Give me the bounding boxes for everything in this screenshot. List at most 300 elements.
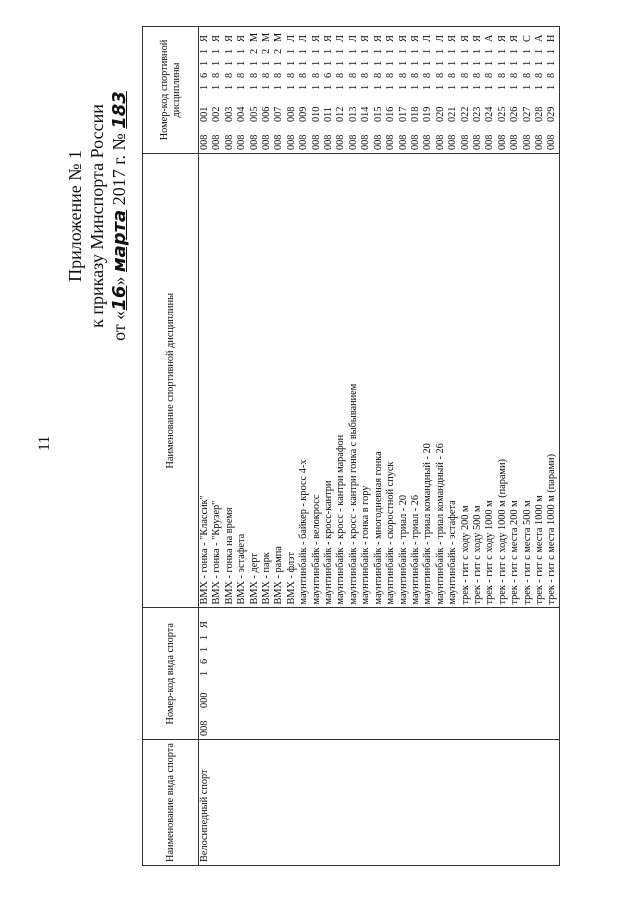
code-part: Я — [471, 35, 483, 43]
code-part: 011 — [323, 106, 335, 123]
code-part: 025 — [496, 106, 508, 123]
code-part: 008 — [273, 134, 285, 151]
discipline-name-cell: маунтинбайк - многодневная гонка — [373, 154, 385, 608]
discipline-name-cell: маунтинбайк - триал командный - 26 — [435, 154, 447, 608]
code-part: 1 — [223, 60, 235, 67]
discipline-code-cell — [249, 27, 261, 154]
discipline-name-cell: BMX - эстафета — [236, 154, 248, 608]
code-part: 8 — [397, 72, 409, 79]
code-part: 8 — [546, 72, 558, 79]
code-part: 1 — [409, 84, 421, 91]
table-row — [497, 27, 509, 866]
code-part: Я — [323, 35, 335, 43]
empty-cell — [224, 608, 236, 739]
code-part: 1 — [533, 84, 545, 91]
empty-cell — [273, 608, 285, 739]
table-row — [398, 27, 410, 866]
code-part: 1 — [261, 60, 273, 67]
code-part: 008 — [285, 134, 297, 151]
discipline-name-cell: трек - гит с места 1000 м (парами) — [546, 154, 559, 608]
code-part: 012 — [335, 106, 347, 123]
code-part: 008 — [422, 134, 434, 151]
code-part: 1 — [496, 48, 508, 55]
code-part: 008 — [323, 134, 335, 151]
empty-cell — [249, 608, 261, 739]
code-part: Я — [199, 35, 210, 43]
empty-cell — [335, 739, 347, 865]
code-part: 8 — [422, 72, 434, 79]
code-part: 8 — [273, 72, 285, 79]
code-part: 1 — [236, 84, 248, 91]
empty-cell — [261, 739, 273, 865]
empty-cell — [348, 739, 360, 865]
code-part: 8 — [409, 72, 421, 79]
code-part: 8 — [372, 72, 384, 79]
code-part: 007 — [273, 106, 285, 123]
code-part: 008 — [546, 134, 558, 151]
code-part: 8 — [471, 72, 483, 79]
code-part: 8 — [223, 72, 235, 79]
discipline-code-cell — [472, 27, 484, 154]
code-part: 1 — [323, 48, 335, 55]
empty-cell — [509, 739, 521, 865]
code-part: 008 — [471, 134, 483, 151]
code-part: 002 — [211, 106, 223, 123]
code-part: 1 — [409, 48, 421, 55]
code-part: 1 — [385, 84, 397, 91]
empty-cell — [447, 739, 459, 865]
code-part: 1 — [347, 60, 359, 67]
code-part: 1 — [236, 60, 248, 67]
code-part: 1 — [471, 84, 483, 91]
empty-cell — [546, 608, 559, 739]
table-row — [273, 27, 285, 866]
empty-cell — [335, 608, 347, 739]
discipline-name-cell: трек - гит с места 500 м — [522, 154, 534, 608]
code-part: 1 — [310, 48, 322, 55]
code-part: Я — [385, 35, 397, 43]
code-part: 013 — [347, 106, 359, 123]
table-row — [447, 27, 459, 866]
table-row — [410, 27, 422, 866]
discipline-code-cell — [447, 27, 459, 154]
code-part: 015 — [372, 106, 384, 123]
empty-cell — [298, 739, 310, 865]
code-part: 8 — [521, 72, 533, 79]
empty-cell — [422, 739, 434, 865]
code-part: 008 — [409, 134, 421, 151]
discipline-name-cell: BMX - гонка на время — [224, 154, 236, 608]
code-part: 1 — [397, 60, 409, 67]
discipline-name-cell: трек - гит с ходу 1000 м — [484, 154, 496, 608]
table-row — [199, 27, 212, 866]
code-part: 8 — [298, 72, 310, 79]
empty-cell — [472, 608, 484, 739]
code-part: 005 — [248, 106, 260, 123]
code-part: 008 — [372, 134, 384, 151]
code-part: 1 — [199, 670, 210, 676]
code-part: 008 — [533, 134, 545, 151]
order-day: 16 — [109, 285, 130, 311]
discipline-code-cell — [522, 27, 534, 154]
empty-cell — [261, 608, 273, 739]
code-part: 8 — [385, 72, 397, 79]
code-part: 1 — [496, 60, 508, 67]
code-part: 1 — [409, 60, 421, 67]
code-part: 8 — [236, 72, 248, 79]
discipline-code-cell — [348, 27, 360, 154]
code-part: С — [521, 35, 533, 43]
empty-cell — [311, 739, 323, 865]
code-part: Я — [459, 35, 471, 43]
discipline-name-cell: маунтинбайк - скоростной спуск — [385, 154, 397, 608]
discipline-name-cell: трек - гит с ходу 200 м — [460, 154, 472, 608]
code-part: Я — [310, 35, 322, 43]
empty-cell — [323, 608, 335, 739]
discipline-name-cell: маунтинбайк - триал - 26 — [410, 154, 422, 608]
code-part: Я — [236, 35, 248, 43]
empty-cell — [360, 739, 372, 865]
discipline-code-cell — [311, 27, 323, 154]
code-part: 1 — [199, 60, 210, 67]
code-part: 8 — [261, 72, 273, 79]
code-part: 1 — [347, 48, 359, 55]
empty-cell — [385, 608, 397, 739]
empty-cell — [435, 739, 447, 865]
code-part: 1 — [434, 60, 446, 67]
code-part: 008 — [223, 134, 235, 151]
empty-cell — [211, 608, 223, 739]
code-part: 008 — [285, 106, 297, 123]
code-part: Я — [509, 35, 521, 43]
code-part: 1 — [422, 48, 434, 55]
code-part: 1 — [199, 634, 210, 640]
code-part: 1 — [459, 60, 471, 67]
code-part: 1 — [397, 84, 409, 91]
code-part: 008 — [447, 134, 459, 151]
table-row — [224, 27, 236, 866]
code-part: 8 — [447, 72, 459, 79]
discipline-name-cell: BMX - флэт — [286, 154, 298, 608]
code-part: 2 — [248, 48, 260, 55]
code-part: 008 — [496, 134, 508, 151]
discipline-name-cell: маунтинбайк - кросс - кантри марафон — [335, 154, 347, 608]
empty-cell — [398, 608, 410, 739]
table-row — [534, 27, 546, 866]
discipline-name-cell: BMX - дерт — [249, 154, 261, 608]
empty-cell — [497, 739, 509, 865]
code-part: 008 — [434, 134, 446, 151]
code-part: 1 — [546, 84, 558, 91]
code-part: 1 — [509, 48, 521, 55]
code-part: 019 — [422, 106, 434, 123]
table-row — [311, 27, 323, 866]
discipline-code-cell — [224, 27, 236, 154]
code-part: Я — [199, 621, 210, 628]
discipline-code-cell — [335, 27, 347, 154]
code-part: 1 — [298, 84, 310, 91]
discipline-code-cell — [460, 27, 472, 154]
empty-cell — [398, 739, 410, 865]
code-part: 1 — [298, 60, 310, 67]
code-part: 1 — [397, 48, 409, 55]
code-part: Л — [335, 35, 347, 43]
code-part: 008 — [199, 720, 210, 736]
table-row — [373, 27, 385, 866]
table-row — [509, 27, 521, 866]
code-part: 1 — [385, 60, 397, 67]
discipline-name-cell: BMX - парк — [261, 154, 273, 608]
empty-cell — [422, 608, 434, 739]
empty-cell — [484, 739, 496, 865]
table-row — [472, 27, 484, 866]
code-part: 1 — [496, 84, 508, 91]
code-part: 1 — [211, 84, 223, 91]
code-part: 016 — [385, 106, 397, 123]
code-part: 021 — [447, 106, 459, 123]
code-part: 014 — [360, 106, 372, 123]
rotated-page — [30, 16, 570, 876]
code-part: 1 — [273, 84, 285, 91]
code-part: 8 — [248, 72, 260, 79]
code-part: 1 — [236, 48, 248, 55]
discipline-name-cell: BMX - рампа — [273, 154, 285, 608]
discipline-name-cell: трек - гит с места 1000 м — [534, 154, 546, 608]
code-part: 026 — [509, 106, 521, 123]
appendix-subtitle: к приказу Минспорта России — [87, 104, 107, 328]
discipline-code-cell — [261, 27, 273, 154]
code-part: 1 — [335, 84, 347, 91]
code-part: 6 — [323, 72, 335, 79]
discipline-name-cell: трек - гит с места 200 м — [509, 154, 521, 608]
code-part: 004 — [236, 106, 248, 123]
empty-cell — [348, 608, 360, 739]
table-header-row — [143, 27, 199, 866]
header-sport-code: Номер-код вида спорта — [143, 608, 199, 739]
code-part: 1 — [360, 84, 372, 91]
code-part: 008 — [310, 134, 322, 151]
header-discipline-code: Номер-код спортивной дисциплины — [143, 27, 199, 154]
discipline-code-cell — [435, 27, 447, 154]
code-part: 008 — [248, 134, 260, 151]
code-part: 008 — [484, 134, 496, 151]
code-part: 1 — [447, 48, 459, 55]
table-row — [385, 27, 397, 866]
code-part: 1 — [459, 84, 471, 91]
code-part: 8 — [533, 72, 545, 79]
code-part: 1 — [484, 84, 496, 91]
code-part: 1 — [521, 60, 533, 67]
discipline-name-cell: маунтинбайк - кросс - кантри гонка с выбыванием — [348, 154, 360, 608]
code-part: 8 — [310, 72, 322, 79]
order-date-line — [108, 26, 131, 406]
code-part: Я — [360, 35, 372, 43]
table-row — [484, 27, 496, 866]
code-part: 1 — [335, 48, 347, 55]
code-part: 1 — [199, 646, 210, 652]
table-row — [261, 27, 273, 866]
discipline-code-cell — [298, 27, 310, 154]
code-part: 1 — [509, 84, 521, 91]
code-part: Я — [211, 35, 223, 43]
table-row — [236, 27, 248, 866]
code-part: 1 — [459, 48, 471, 55]
discipline-code-cell — [509, 27, 521, 154]
code-part: 1 — [223, 84, 235, 91]
table-row — [522, 27, 534, 866]
code-part: 1 — [422, 60, 434, 67]
empty-cell — [311, 608, 323, 739]
code-part: 1 — [546, 48, 558, 55]
empty-cell — [410, 608, 422, 739]
code-part: 1 — [546, 60, 558, 67]
code-part: 1 — [447, 84, 459, 91]
discipline-code-cell — [484, 27, 496, 154]
discipline-code-cell — [410, 27, 422, 154]
discipline-name-cell: трек - гит с ходу 1000 м (парами) — [497, 154, 509, 608]
sport-name-cell: Велосипедный спорт — [199, 739, 212, 865]
empty-cell — [224, 739, 236, 865]
empty-cell — [497, 608, 509, 739]
code-part: 023 — [471, 106, 483, 123]
empty-cell — [546, 739, 559, 865]
discipline-code-cell — [398, 27, 410, 154]
empty-cell — [373, 608, 385, 739]
code-part: 1 — [509, 60, 521, 67]
code-part: 1 — [323, 60, 335, 67]
code-part: 008 — [521, 134, 533, 151]
code-part: 1 — [434, 48, 446, 55]
code-part: 028 — [533, 106, 545, 123]
code-part: 008 — [509, 134, 521, 151]
code-part: 1 — [372, 48, 384, 55]
code-part: 000 — [199, 692, 210, 708]
disciplines-table — [142, 26, 560, 866]
code-part: 1 — [211, 48, 223, 55]
code-part: 027 — [521, 106, 533, 123]
code-part: 001 — [199, 106, 210, 123]
code-part: 1 — [310, 60, 322, 67]
sport-code-cell — [199, 608, 212, 739]
header-discipline-name: Наименование спортивной дисциплины — [143, 154, 199, 608]
code-part: 008 — [236, 134, 248, 151]
empty-cell — [298, 608, 310, 739]
discipline-code-cell — [373, 27, 385, 154]
empty-cell — [410, 739, 422, 865]
code-part: 1 — [323, 84, 335, 91]
code-part: Я — [496, 35, 508, 43]
discipline-name-cell: маунтинбайк - велокросс — [311, 154, 323, 608]
code-part: 1 — [285, 60, 297, 67]
code-part: 8 — [496, 72, 508, 79]
code-part: М — [261, 32, 273, 43]
discipline-code-cell — [422, 27, 434, 154]
order-header — [64, 26, 131, 406]
discipline-name-cell: маунтинбайк - байкер - кросс 4-х — [298, 154, 310, 608]
table-row — [211, 27, 223, 866]
code-part: 1 — [447, 60, 459, 67]
table-body — [199, 27, 560, 866]
discipline-code-cell — [199, 27, 212, 154]
discipline-code-cell — [323, 27, 335, 154]
code-part: 1 — [273, 60, 285, 67]
code-part: 1 — [199, 48, 210, 55]
code-part: 1 — [385, 48, 397, 55]
code-part: 2 — [273, 48, 285, 55]
code-part: 1 — [285, 84, 297, 91]
discipline-code-cell — [497, 27, 509, 154]
order-number: 183 — [109, 91, 130, 129]
code-part: 1 — [434, 84, 446, 91]
code-part: 1 — [360, 60, 372, 67]
code-part: 1 — [521, 48, 533, 55]
code-part: 1 — [372, 60, 384, 67]
code-part: Л — [285, 35, 297, 43]
discipline-name-cell: маунтинбайк - эстафета — [447, 154, 459, 608]
code-part: 8 — [434, 72, 446, 79]
code-part: 1 — [360, 48, 372, 55]
code-part: 8 — [335, 72, 347, 79]
table-row — [286, 27, 298, 866]
empty-cell — [286, 608, 298, 739]
discipline-name-cell: трек - гит с ходу 500 м — [472, 154, 484, 608]
empty-cell — [236, 608, 248, 739]
discipline-name-cell: BMX - гонка - "Классик" — [199, 154, 212, 608]
discipline-name-cell: маунтинбайк - триал - 20 — [398, 154, 410, 608]
discipline-code-cell — [211, 27, 223, 154]
code-part: 1 — [372, 84, 384, 91]
discipline-code-cell — [534, 27, 546, 154]
code-part: 1 — [298, 48, 310, 55]
code-part: 1 — [533, 48, 545, 55]
empty-cell — [435, 608, 447, 739]
empty-cell — [249, 739, 261, 865]
code-part: 1 — [285, 48, 297, 55]
code-part: М — [248, 32, 260, 43]
code-part: 1 — [471, 48, 483, 55]
code-part: 029 — [546, 106, 558, 123]
empty-cell — [460, 739, 472, 865]
code-part: 003 — [223, 106, 235, 123]
code-part: Л — [422, 35, 434, 43]
code-part: 008 — [211, 134, 223, 151]
empty-cell — [522, 608, 534, 739]
code-part: 6 — [199, 72, 210, 79]
code-part: 1 — [533, 60, 545, 67]
code-part: 008 — [335, 134, 347, 151]
empty-cell — [509, 608, 521, 739]
code-part: Я — [447, 35, 459, 43]
code-part: 008 — [298, 134, 310, 151]
discipline-code-cell — [286, 27, 298, 154]
code-part: 1 — [335, 60, 347, 67]
code-part: 010 — [310, 106, 322, 123]
code-part: 1 — [521, 84, 533, 91]
table-row — [335, 27, 347, 866]
empty-cell — [286, 739, 298, 865]
code-part: 009 — [298, 106, 310, 123]
code-part: Л — [347, 35, 359, 43]
code-part: Я — [223, 35, 235, 43]
code-part: 006 — [261, 106, 273, 123]
empty-cell — [460, 608, 472, 739]
code-part: 1 — [211, 60, 223, 67]
table-row — [298, 27, 310, 866]
code-part: 008 — [347, 134, 359, 151]
table-row — [348, 27, 360, 866]
code-part: 008 — [199, 134, 210, 151]
code-part: 1 — [199, 84, 210, 91]
